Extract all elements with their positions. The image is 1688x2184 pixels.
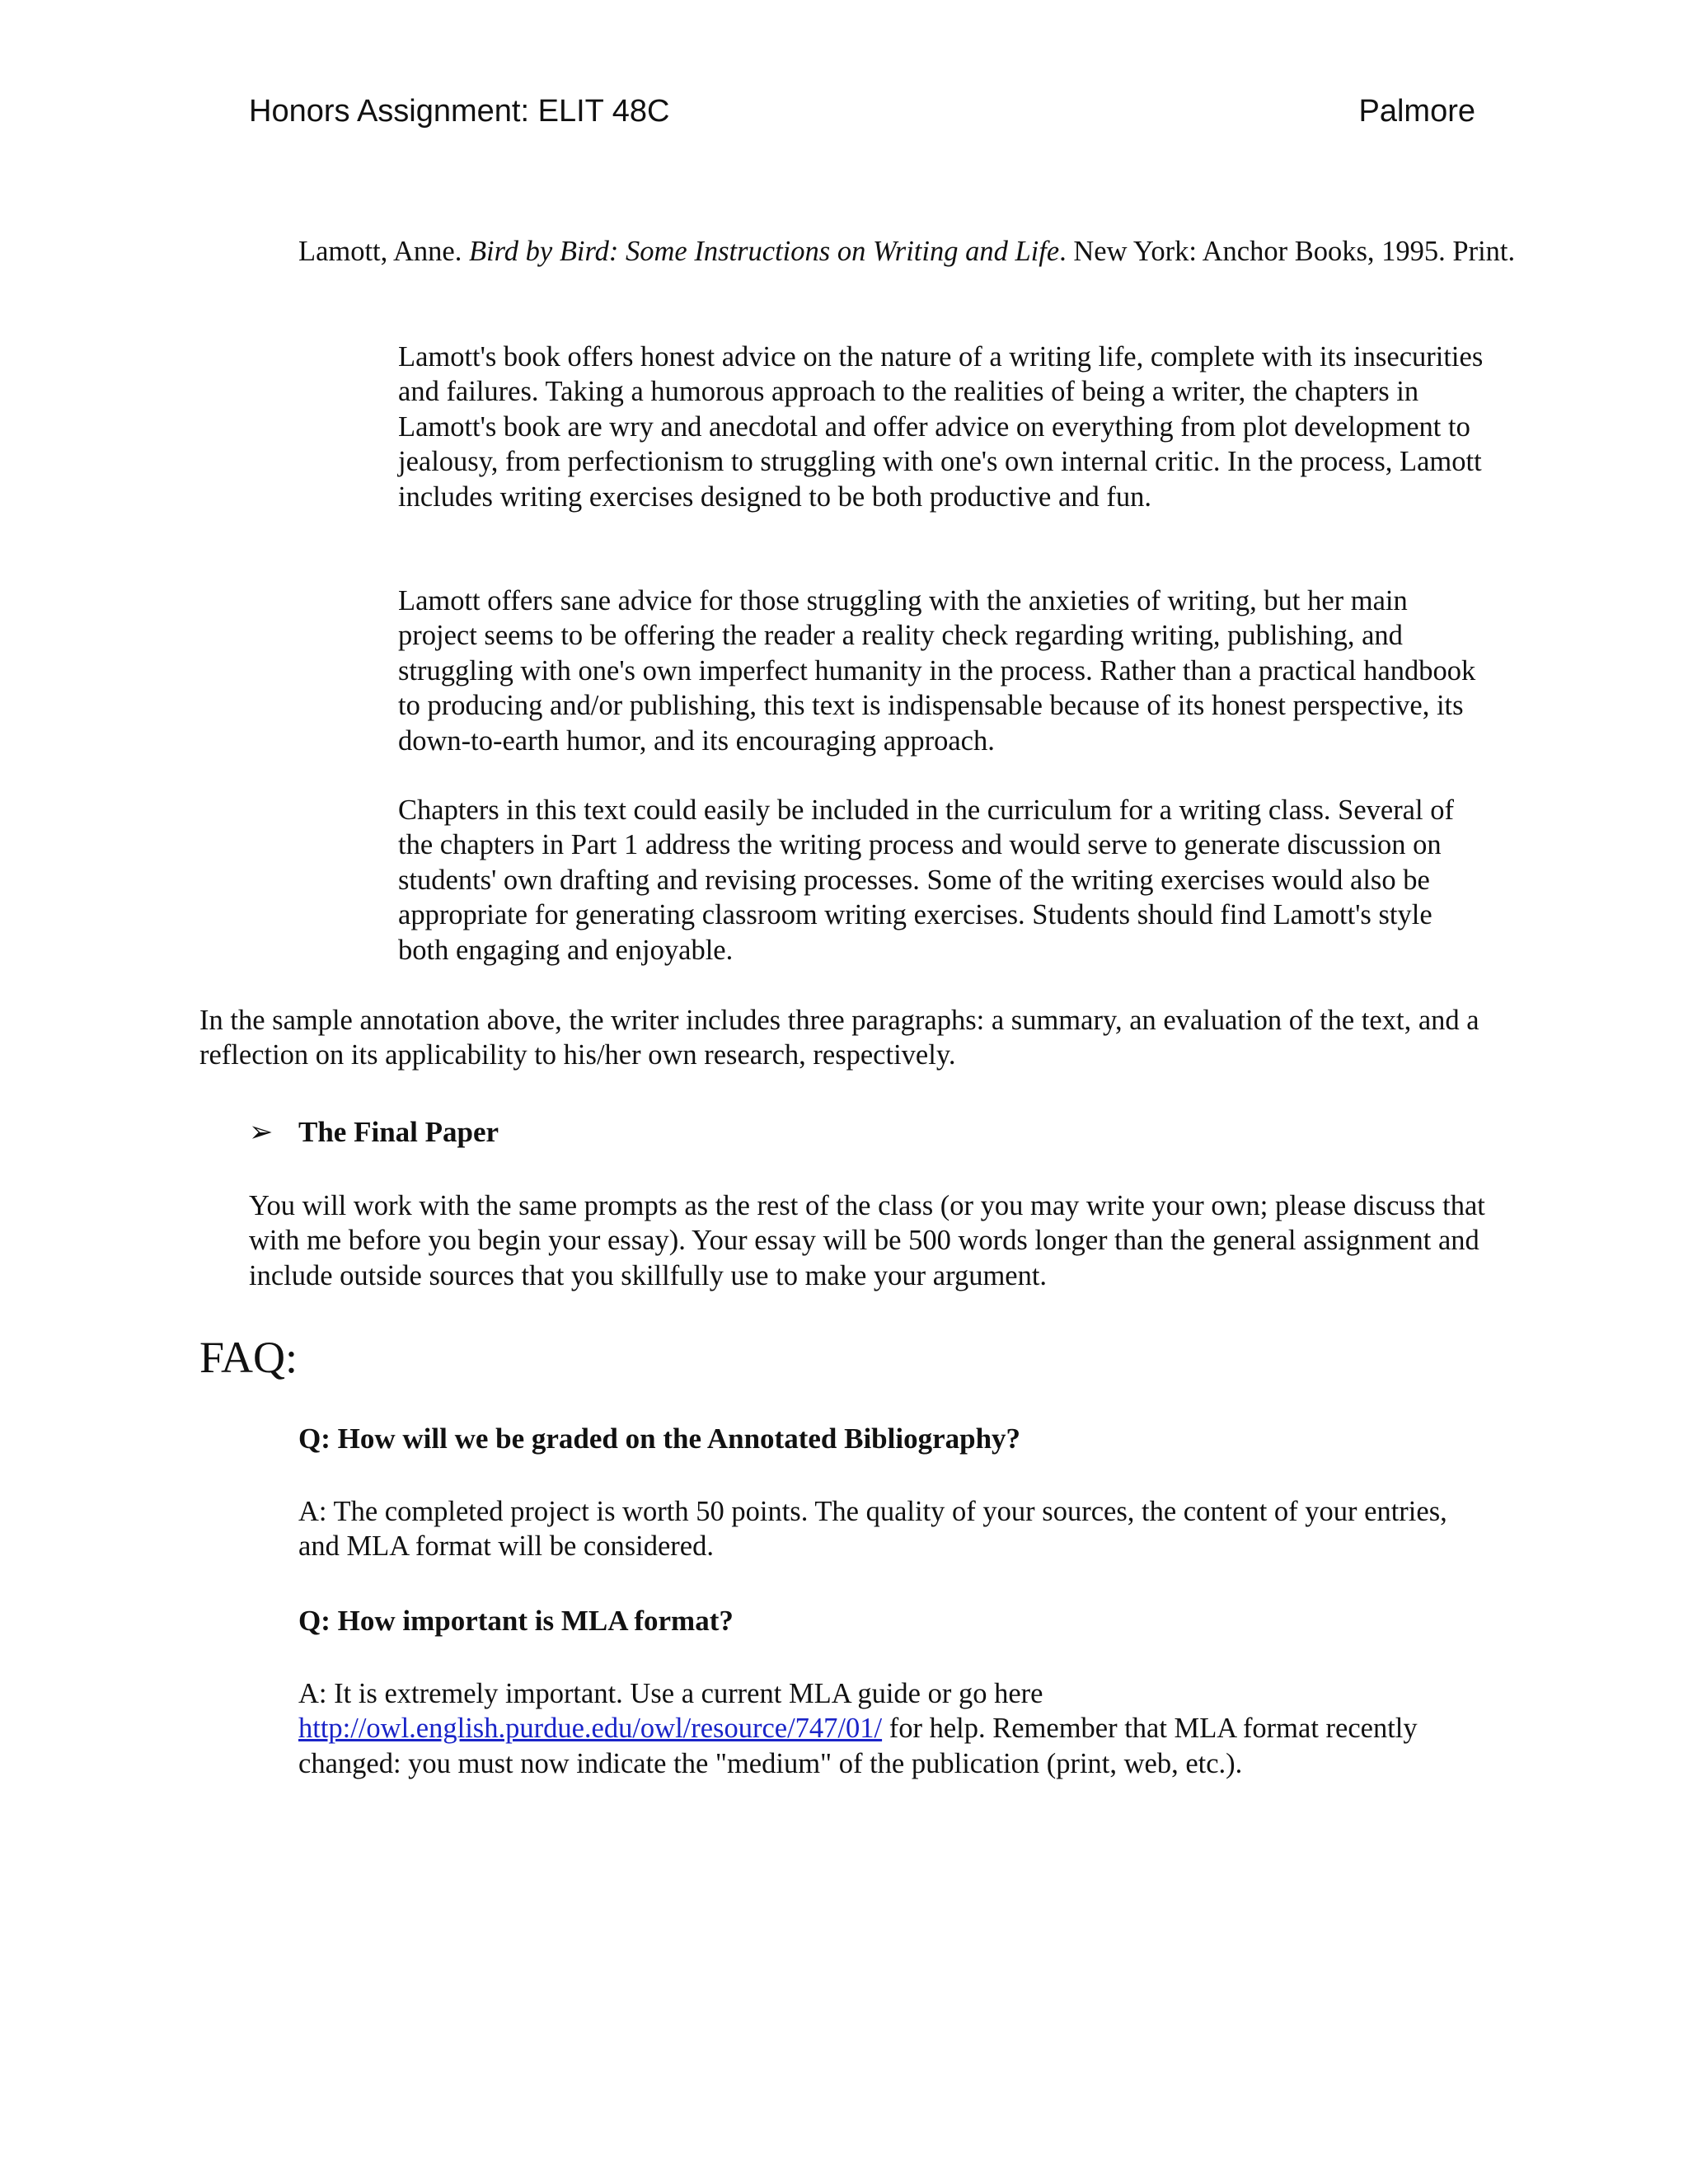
faq-heading: FAQ:: [199, 1333, 298, 1382]
header-author-name: Palmore: [1358, 94, 1475, 129]
final-paper-heading-row: [249, 1115, 499, 1150]
faq-answer-grading: A: The completed project is worth 50 points. The quality of your sources, the content of your entries, and MLA format will be considered.: [298, 1496, 1447, 1563]
annotation-evaluation-paragraph: Lamott offers sane advice for those struggling with the anxieties of writing, but her main project seems to be offering the reader a reality check regarding writing, publishing, and struggling with one's own imperfect humanity in the process. Rather than a practical handbook to producing and/or publishing, this text is indispensable because of its honest perspective, its down-to-earth humor, and its encouraging approach.: [398, 585, 1476, 757]
arrow-bullet-icon: ➢: [249, 1116, 274, 1148]
faq-answer-mla-rest: for help. Remember that MLA format recently changed: you must now indicate the "medium" of the publication (print, web, etc.).: [298, 1713, 1418, 1779]
annotation-summary-paragraph: Lamott's book offers honest advice on the nature of a writing life, complete with its insecurities and failures. Taking a humorous approach to the realities of being a writer, the chapters in Lamott's book are wry and anecdotal and offer advice on everything from plot development to jealousy, from perfectionism to struggling with one's own internal critic. In the process, Lamott includes writing exercises designed to be both productive and fun.: [398, 341, 1484, 513]
annotation-reflection-paragraph: Chapters in this text could easily be included in the curriculum for a writing class. Several of the chapters in Part 1 address the writing process and would serve to generate discussion on students' own drafting and revising processes. Some of the writing exercises would also be appropriate for generating classroom writing exercises. Students should find Lamott's style both engaging and enjoyable.: [398, 794, 1454, 966]
citation-publication: . New York: Anchor Books, 1995. Print.: [1059, 236, 1516, 267]
citation-author: Lamott, Anne.: [298, 236, 469, 267]
faq-answer-mla-intro: A: It is extremely important. Use a current MLA guide or go here: [298, 1678, 1043, 1709]
faq-answer-mla: [298, 1676, 1485, 1781]
faq-question-mla: Q: How important is MLA format?: [298, 1605, 734, 1637]
faq-question-grading: Q: How will we be graded on the Annotated Bibliography?: [298, 1422, 1021, 1455]
citation-title: Bird by Bird: Some Instructions on Writing and Life: [468, 236, 1060, 267]
final-paper-heading: The Final Paper: [298, 1116, 499, 1148]
sample-annotation-note: In the sample annotation above, the writer includes three paragraphs: a summary, an evaluation of the text, and a reflection on its applicability to his/her own research, respectively.: [199, 1005, 1479, 1071]
purdue-owl-link[interactable]: http://owl.english.purdue.edu/owl/resource/747/01/: [298, 1713, 883, 1745]
sample-citation: [298, 234, 1577, 269]
header-course-title: Honors Assignment: ELIT 48C: [249, 94, 670, 129]
final-paper-description: You will work with the same prompts as the rest of the class (or you may write your own; please discuss that with me before you begin your essay). Your essay will be 500 words longer than the general assignment and include outside sources that you skillfully use to make your argument.: [249, 1190, 1485, 1291]
